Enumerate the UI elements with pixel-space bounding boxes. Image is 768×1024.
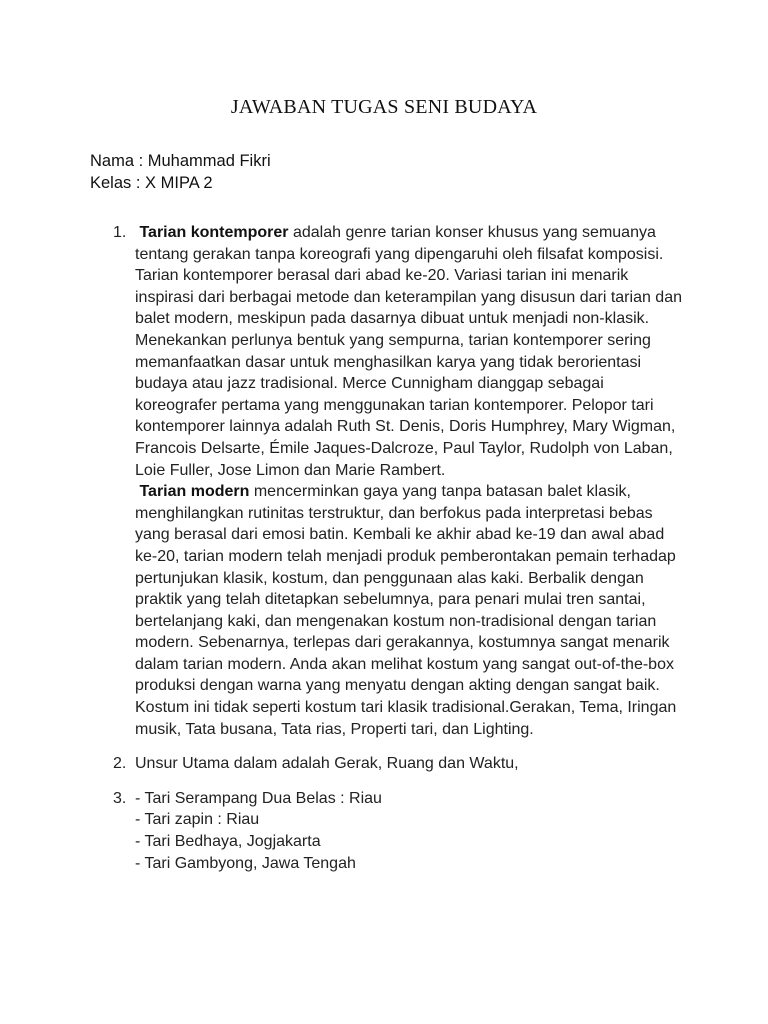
term-modern: Tarian modern (139, 483, 250, 501)
dance-list-line: - Tari Gambyong, Jawa Tengah (135, 854, 356, 872)
item-number: 3. (113, 789, 127, 807)
item-number: 2. (113, 755, 127, 773)
modern-text: mencerminkan gaya yang tanpa batasan balet klasik, menghilangkan rutinitas terstruktur, dan berfokus pada interpretasi bebas yang berasal dari emosi batin. Kembali ke akhir abad ke-19 dan awal abad ke-20, tarian modern telah menjadi produk pemberontakan pemain terhadap pertunjukan klasik, kostum, dan penggunaan alas kaki. Berbalik dengan praktik yang telah ditetapkan sebelumnya, para penari mulai tren santai, bertelanjang kaki, dan mengenakan kostum non-tradisional dengan tarian modern. Sebenarnya, terlepas dari gerakannya, kostumnya sangat menarik dalam tarian modern. Anda akan melihat kostum yang sangat out-of-the-box produksi dengan warna yang menyatu dengan akting dengan sangat baik. Kostum ini tidak seperti kostum tari klasik tradisional.Gerakan, Tema, Iringan musik, Tata busana, Tata rias, Properti tari, dan Lighting. (135, 483, 677, 738)
item-number: 1. (113, 224, 127, 241)
answer-item-3 (113, 788, 683, 874)
answer-2-text: Unsur Utama dalam adalah Gerak, Ruang dan Waktu, (135, 755, 519, 773)
term-kontemporer: Tarian kontemporer (139, 224, 289, 241)
dance-list-line: - Tari zapin : Riau (135, 811, 260, 829)
dance-list-line: - Tari Serampang Dua Belas : Riau (135, 789, 382, 807)
answer-list (113, 222, 683, 874)
answer-item-1 (113, 222, 683, 740)
answer-item-2 (113, 753, 683, 775)
answer-1-paragraph-2 (135, 481, 683, 740)
student-info (90, 150, 271, 194)
student-class: Kelas : X MIPA 2 (90, 174, 213, 192)
student-name: Nama : Muhammad Fikri (90, 152, 271, 170)
answer-1-paragraph-1 (135, 222, 683, 481)
document-title: JAWABAN TUGAS SENI BUDAYA (230, 96, 538, 118)
kontemporer-text: adalah genre tarian konser khusus yang semuanya tentang gerakan tanpa koreografi yang dipengaruhi oleh filsafat komposisi. Tarian kontemporer berasal dari abad ke-20. Variasi tarian ini menarik inspirasi dari berbagai metode dan keterampilan yang disusun dari tarian dan balet modern, meskipun pada dasarnya dibuat untuk menjadi non-klasik. Menekankan perlunya bentuk yang sempurna, tarian kontemporer sering memanfaatkan dasar untuk menghasilkan karya yang tidak berorientasi budaya atau jazz tradisional. Merce Cunnigham dianggap sebagai koreografer pertama yang menggunakan tarian kontemporer. Pelopor tari kontemporer lainnya adalah Ruth St. Denis, Doris Humphrey, Mary Wigman, Francois Delsarte, Émile Jaques-Dalcroze, Paul Taylor, Rudolph von Laban, Loie Fuller, Jose Limon dan Marie Rambert. (135, 224, 682, 479)
dance-list-line: - Tari Bedhaya, Jogjakarta (135, 833, 321, 851)
